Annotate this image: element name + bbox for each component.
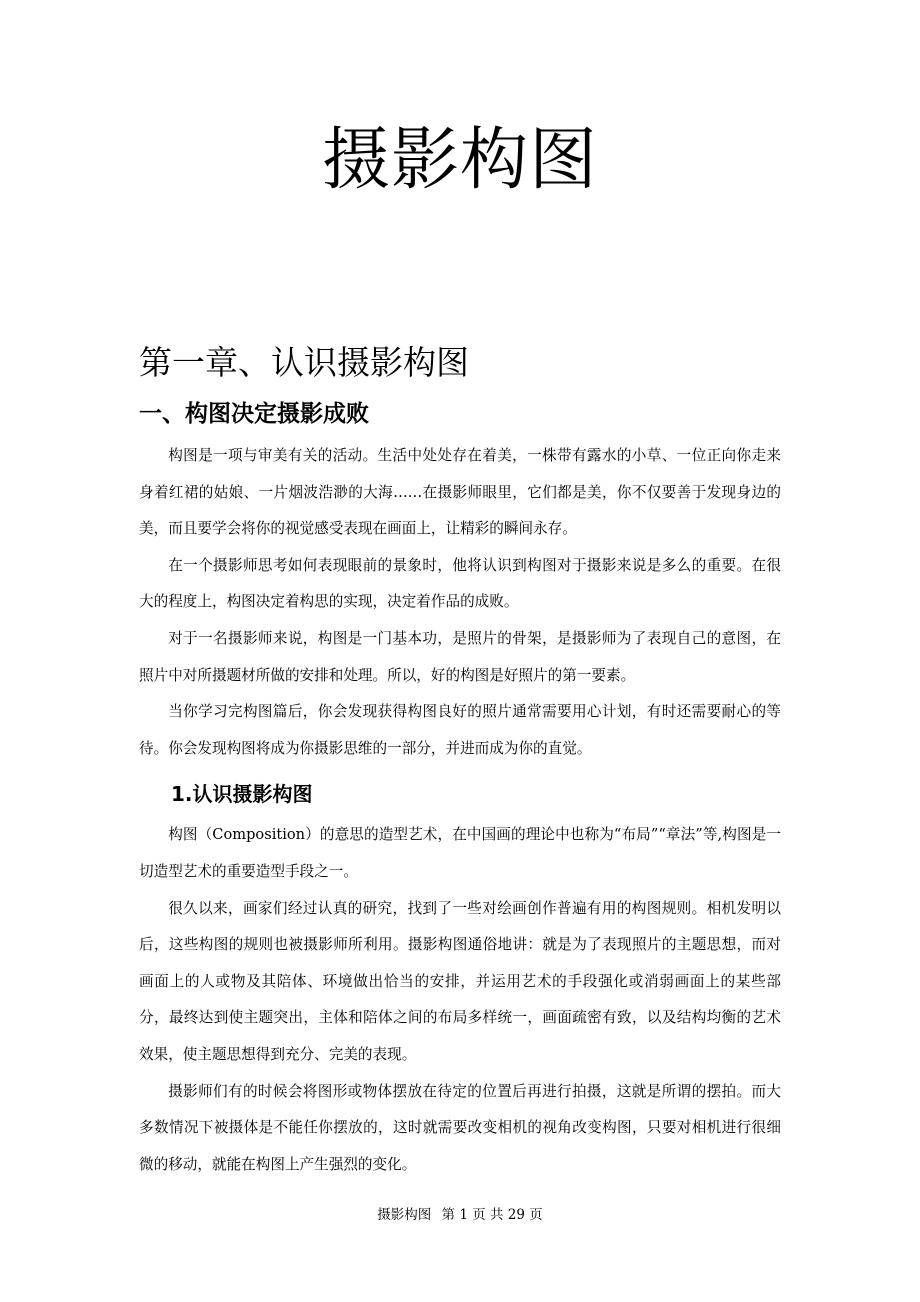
footer-page-number: 第 1 页 共 29 页 — [441, 1207, 543, 1223]
document-body — [139, 338, 781, 1183]
document-title: 摄影构图 — [321, 121, 598, 200]
paragraph: 很久以来，画家们经过认真的研究，找到了一些对绘画创作普遍有用的构图规则。相机发明以后，这些构图的规则也被摄影师所利用。摄影构图通俗地讲：就是为了表现照片的主题思想，而对画面上的人或物及其陪体、环境做出恰当的安排，并运用艺术的手段强化或消弱画面上的某些部分，最终达到使主题突出，主体和陪体之间的布局多样统一，画面疏密有致，以及结构均衡的艺术效果，使主题思想得到充分、完美的表现。 — [139, 899, 781, 1063]
paragraph: 构图是一项与审美有关的活动。生活中处处存在着美，一株带有露水的小草、一位正向你走来身着红裙的姑娘、一片烟波浩渺的大海……在摄影师眼里，它们都是美，你不仅要善于发现身边的美，而且要学会将你的视觉感受表现在画面上，让精彩的瞬间永存。 — [139, 447, 781, 538]
footer-doc-name: 摄影构图 — [377, 1207, 432, 1223]
section-title: 一、构图决定摄影成败 — [139, 401, 369, 427]
paragraph: 对于一名摄影师来说，构图是一门基本功，是照片的骨架，是摄影师为了表现自己的意图，在照片中对所摄题材所做的安排和处理。所以，好的构图是好照片的第一要素。 — [139, 629, 781, 684]
paragraph: 摄影师们有的时候会将图形或物体摆放在待定的位置后再进行拍摄，这就是所谓的摆拍。而大多数情况下被摄体是不能任你摆放的，这时就需要改变相机的视角改变构图，只要对相机进行很细微的移动，就能在构图上产生强烈的变化。 — [139, 1082, 781, 1173]
paragraph: 当你学习完构图篇后，你会发现获得构图良好的照片通常需要用心计划，有时还需要耐心的等待。你会发现构图将成为你摄影思维的一部分，并进而成为你的直觉。 — [139, 703, 781, 757]
chapter-title: 第一章、认识摄影构图 — [139, 343, 469, 382]
paragraph: 在一个摄影师思考如何表现眼前的景象时，他将认识到构图对于摄影来说是多么的重要。在很大的程度上，构图决定着构思的实现，决定着作品的成败。 — [139, 556, 781, 611]
page-footer — [0, 1204, 920, 1226]
subsection-title: 1.认识摄影构图 — [171, 782, 313, 807]
paragraph: 构图（Composition）的意思的造型艺术，在中国画的理论中也称为“布局”“章法”等,构图是一切造型艺术的重要造型手段之一。 — [139, 826, 781, 880]
